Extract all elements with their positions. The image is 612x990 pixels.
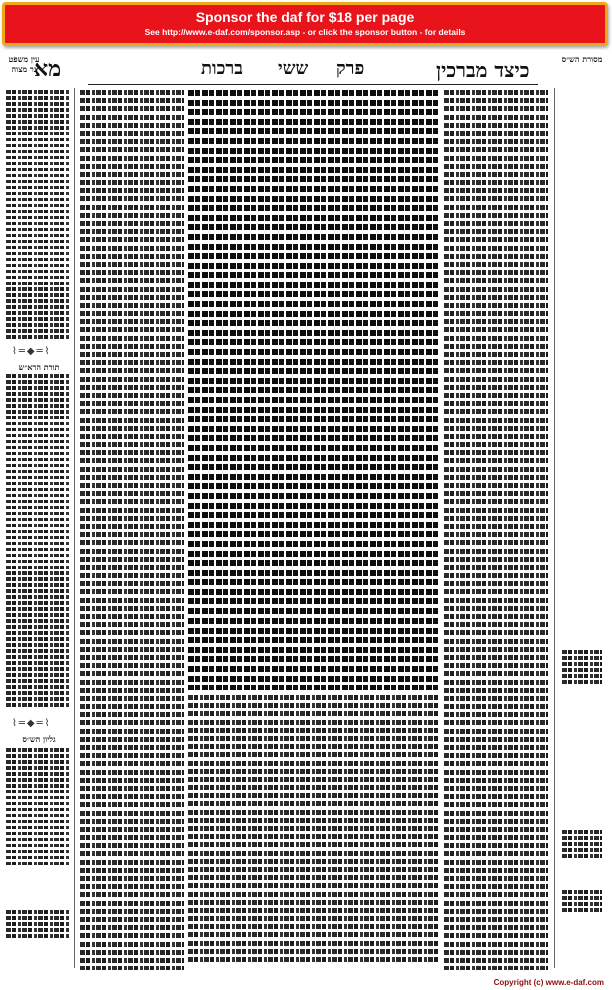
chapter-heading-3: ששי [278, 58, 309, 79]
left-divider [74, 88, 75, 968]
folio-number: מא [34, 56, 62, 82]
copyright-notice: Copyright (c) www.e-daf.com [493, 978, 604, 987]
rashi-text [444, 90, 548, 970]
chapter-heading-1: כיצד מברכין [436, 58, 530, 82]
ornament-divider: ⌇═◆═⌇ [12, 346, 52, 357]
gilyon-text [6, 748, 70, 868]
lower-commentary [188, 695, 438, 970]
gilyon-label: גליון הש״ס [22, 734, 56, 744]
torat-harosh-text [6, 374, 70, 714]
talmud-page [6, 50, 606, 978]
ornament-divider-2: ⌇═◆═⌇ [12, 718, 52, 729]
mesoret-note-1 [562, 650, 602, 690]
tosafot-text [80, 90, 184, 970]
mesoret-hashas-label: מסורת הש״ס [561, 54, 603, 64]
torat-harosh-label: תורת הרא״ש [18, 362, 60, 372]
right-divider [554, 88, 555, 968]
chapter-heading-2: פרק [336, 58, 365, 79]
heading-rule [88, 84, 538, 85]
chapter-heading-4: ברכות [201, 58, 243, 79]
footnote-left [6, 910, 70, 950]
sponsor-subline[interactable]: See http://www.e-daf.com/sponsor.asp - or click the sponsor button - for details [144, 27, 466, 37]
ein-mishpat-label: עין משפט נר מצוה [8, 54, 40, 74]
gemara-text-lower [188, 618, 438, 690]
ein-mishpat-text [6, 90, 70, 340]
sponsor-banner[interactable] [2, 2, 608, 46]
sponsor-headline: Sponsor the daf for $18 per page [195, 9, 415, 25]
mesoret-note-3 [562, 890, 602, 920]
mesoret-note-2 [562, 830, 602, 870]
gemara-text [188, 90, 438, 618]
